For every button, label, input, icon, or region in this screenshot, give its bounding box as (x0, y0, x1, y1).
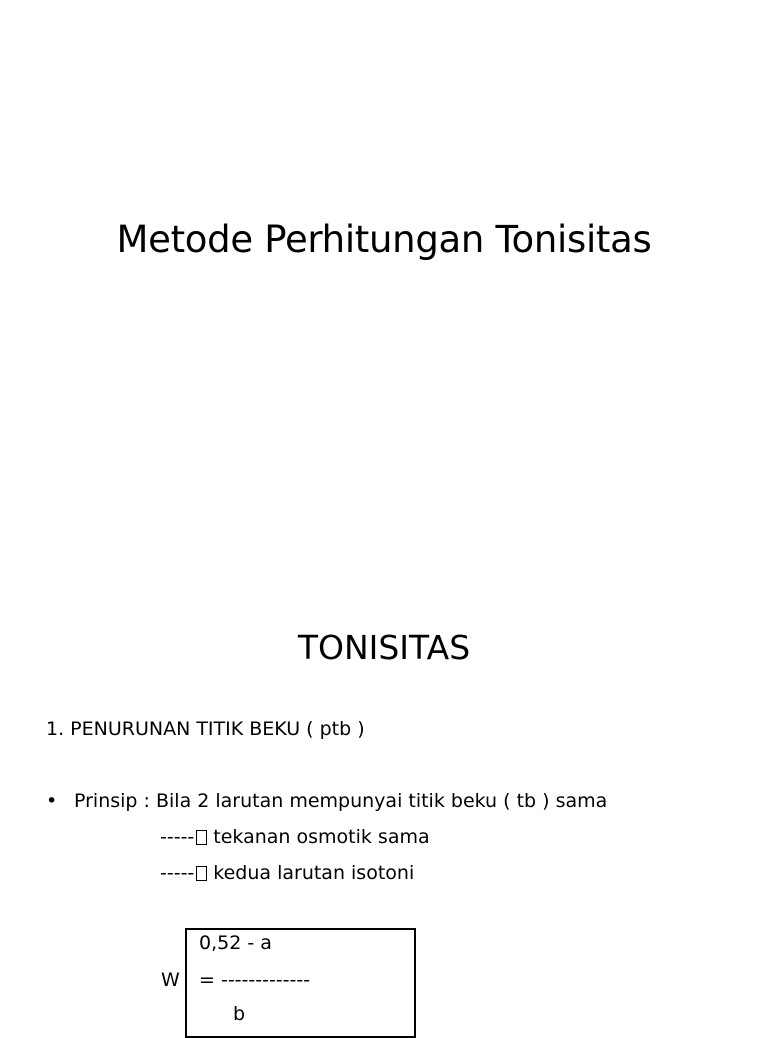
section-heading: 1. PENURUNAN TITIK BEKU ( ptb ) (46, 718, 365, 740)
slide-1 (0, 0, 768, 512)
missing-glyph-icon (196, 830, 207, 845)
slide-title: Metode Perhitungan Tonisitas (116, 218, 652, 261)
bullet-text: Prinsip : Bila 2 larutan mempunyai titik beku ( tb ) sama (74, 790, 608, 812)
formula-equals-line: = ------------- (199, 969, 311, 991)
slide-heading: TONISITAS (297, 628, 471, 667)
sub-line-text: tekanan osmotik sama (213, 826, 430, 848)
formula-numerator: 0,52 - a (199, 932, 272, 954)
sub-line-prefix: ----- (160, 826, 195, 848)
sub-line-text: kedua larutan isotoni (213, 862, 415, 884)
sub-line (160, 862, 414, 884)
bullet-marker: • (46, 790, 58, 812)
missing-glyph-icon (196, 866, 207, 881)
formula-denominator: b (233, 1003, 246, 1025)
formula-variable: W (161, 969, 180, 991)
sub-line (160, 826, 430, 848)
slide-2 (0, 512, 768, 1024)
sub-line-prefix: ----- (160, 862, 195, 884)
bullet-item (46, 790, 607, 812)
